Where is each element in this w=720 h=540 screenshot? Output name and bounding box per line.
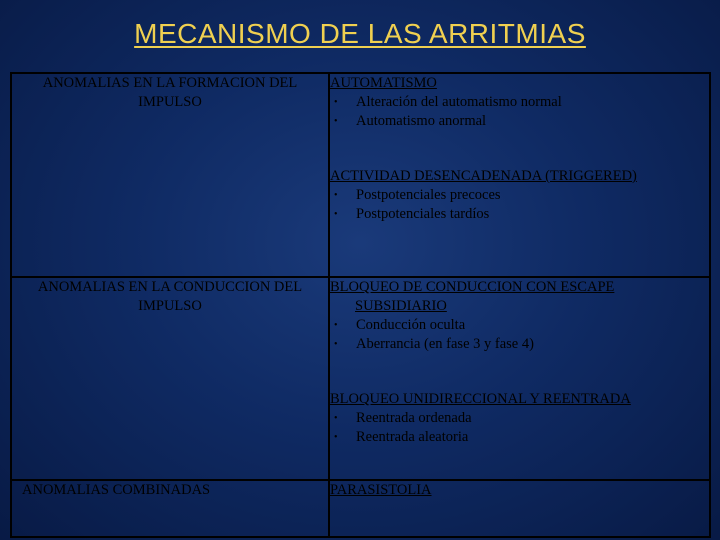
row-mechanisms xyxy=(329,480,710,537)
row-mechanisms xyxy=(329,73,710,277)
row-category: ANOMALIAS EN LA CONDUCCION DEL IMPULSO xyxy=(11,277,329,480)
mechanism-list xyxy=(330,316,709,354)
list-item: • Conducción oculta xyxy=(330,316,709,335)
list-item: • Postpotenciales precoces xyxy=(330,186,709,205)
arrhythmia-table xyxy=(10,72,711,538)
mechanism-heading: ACTIVIDAD DESENCADENADA (TRIGGERED) xyxy=(330,168,637,184)
list-item: • Reentrada aleatoria xyxy=(330,428,709,447)
table-row xyxy=(11,480,710,537)
list-item: • Aberrancia (en fase 3 y fase 4) xyxy=(330,335,709,354)
mechanism-heading: BLOQUEO UNIDIRECCIONAL Y REENTRADA xyxy=(330,391,631,407)
row-category: ANOMALIAS EN LA FORMACION DEL IMPULSO xyxy=(11,73,329,277)
row-mechanisms xyxy=(329,277,710,480)
list-item: • Alteración del automatismo normal xyxy=(330,93,709,112)
mechanism-heading: BLOQUEO DE CONDUCCION CON ESCAPE xyxy=(330,279,615,295)
mechanism-heading-continued: SUBSIDIARIO xyxy=(355,298,447,314)
row-category: ANOMALIAS COMBINADAS xyxy=(11,480,329,537)
mechanism-list xyxy=(330,93,709,131)
list-item: • Postpotenciales tardíos xyxy=(330,205,709,224)
list-item: • Reentrada ordenada xyxy=(330,409,709,428)
table-row xyxy=(11,73,710,277)
mechanism-list xyxy=(330,409,709,447)
mechanism-list xyxy=(330,186,709,224)
table-row xyxy=(11,277,710,480)
list-item: • Automatismo anormal xyxy=(330,112,709,131)
slide-title: MECANISMO DE LAS ARRITMIAS xyxy=(134,18,586,49)
mechanism-heading: PARASISTOLIA xyxy=(330,482,432,498)
mechanism-heading: AUTOMATISMO xyxy=(330,75,437,91)
